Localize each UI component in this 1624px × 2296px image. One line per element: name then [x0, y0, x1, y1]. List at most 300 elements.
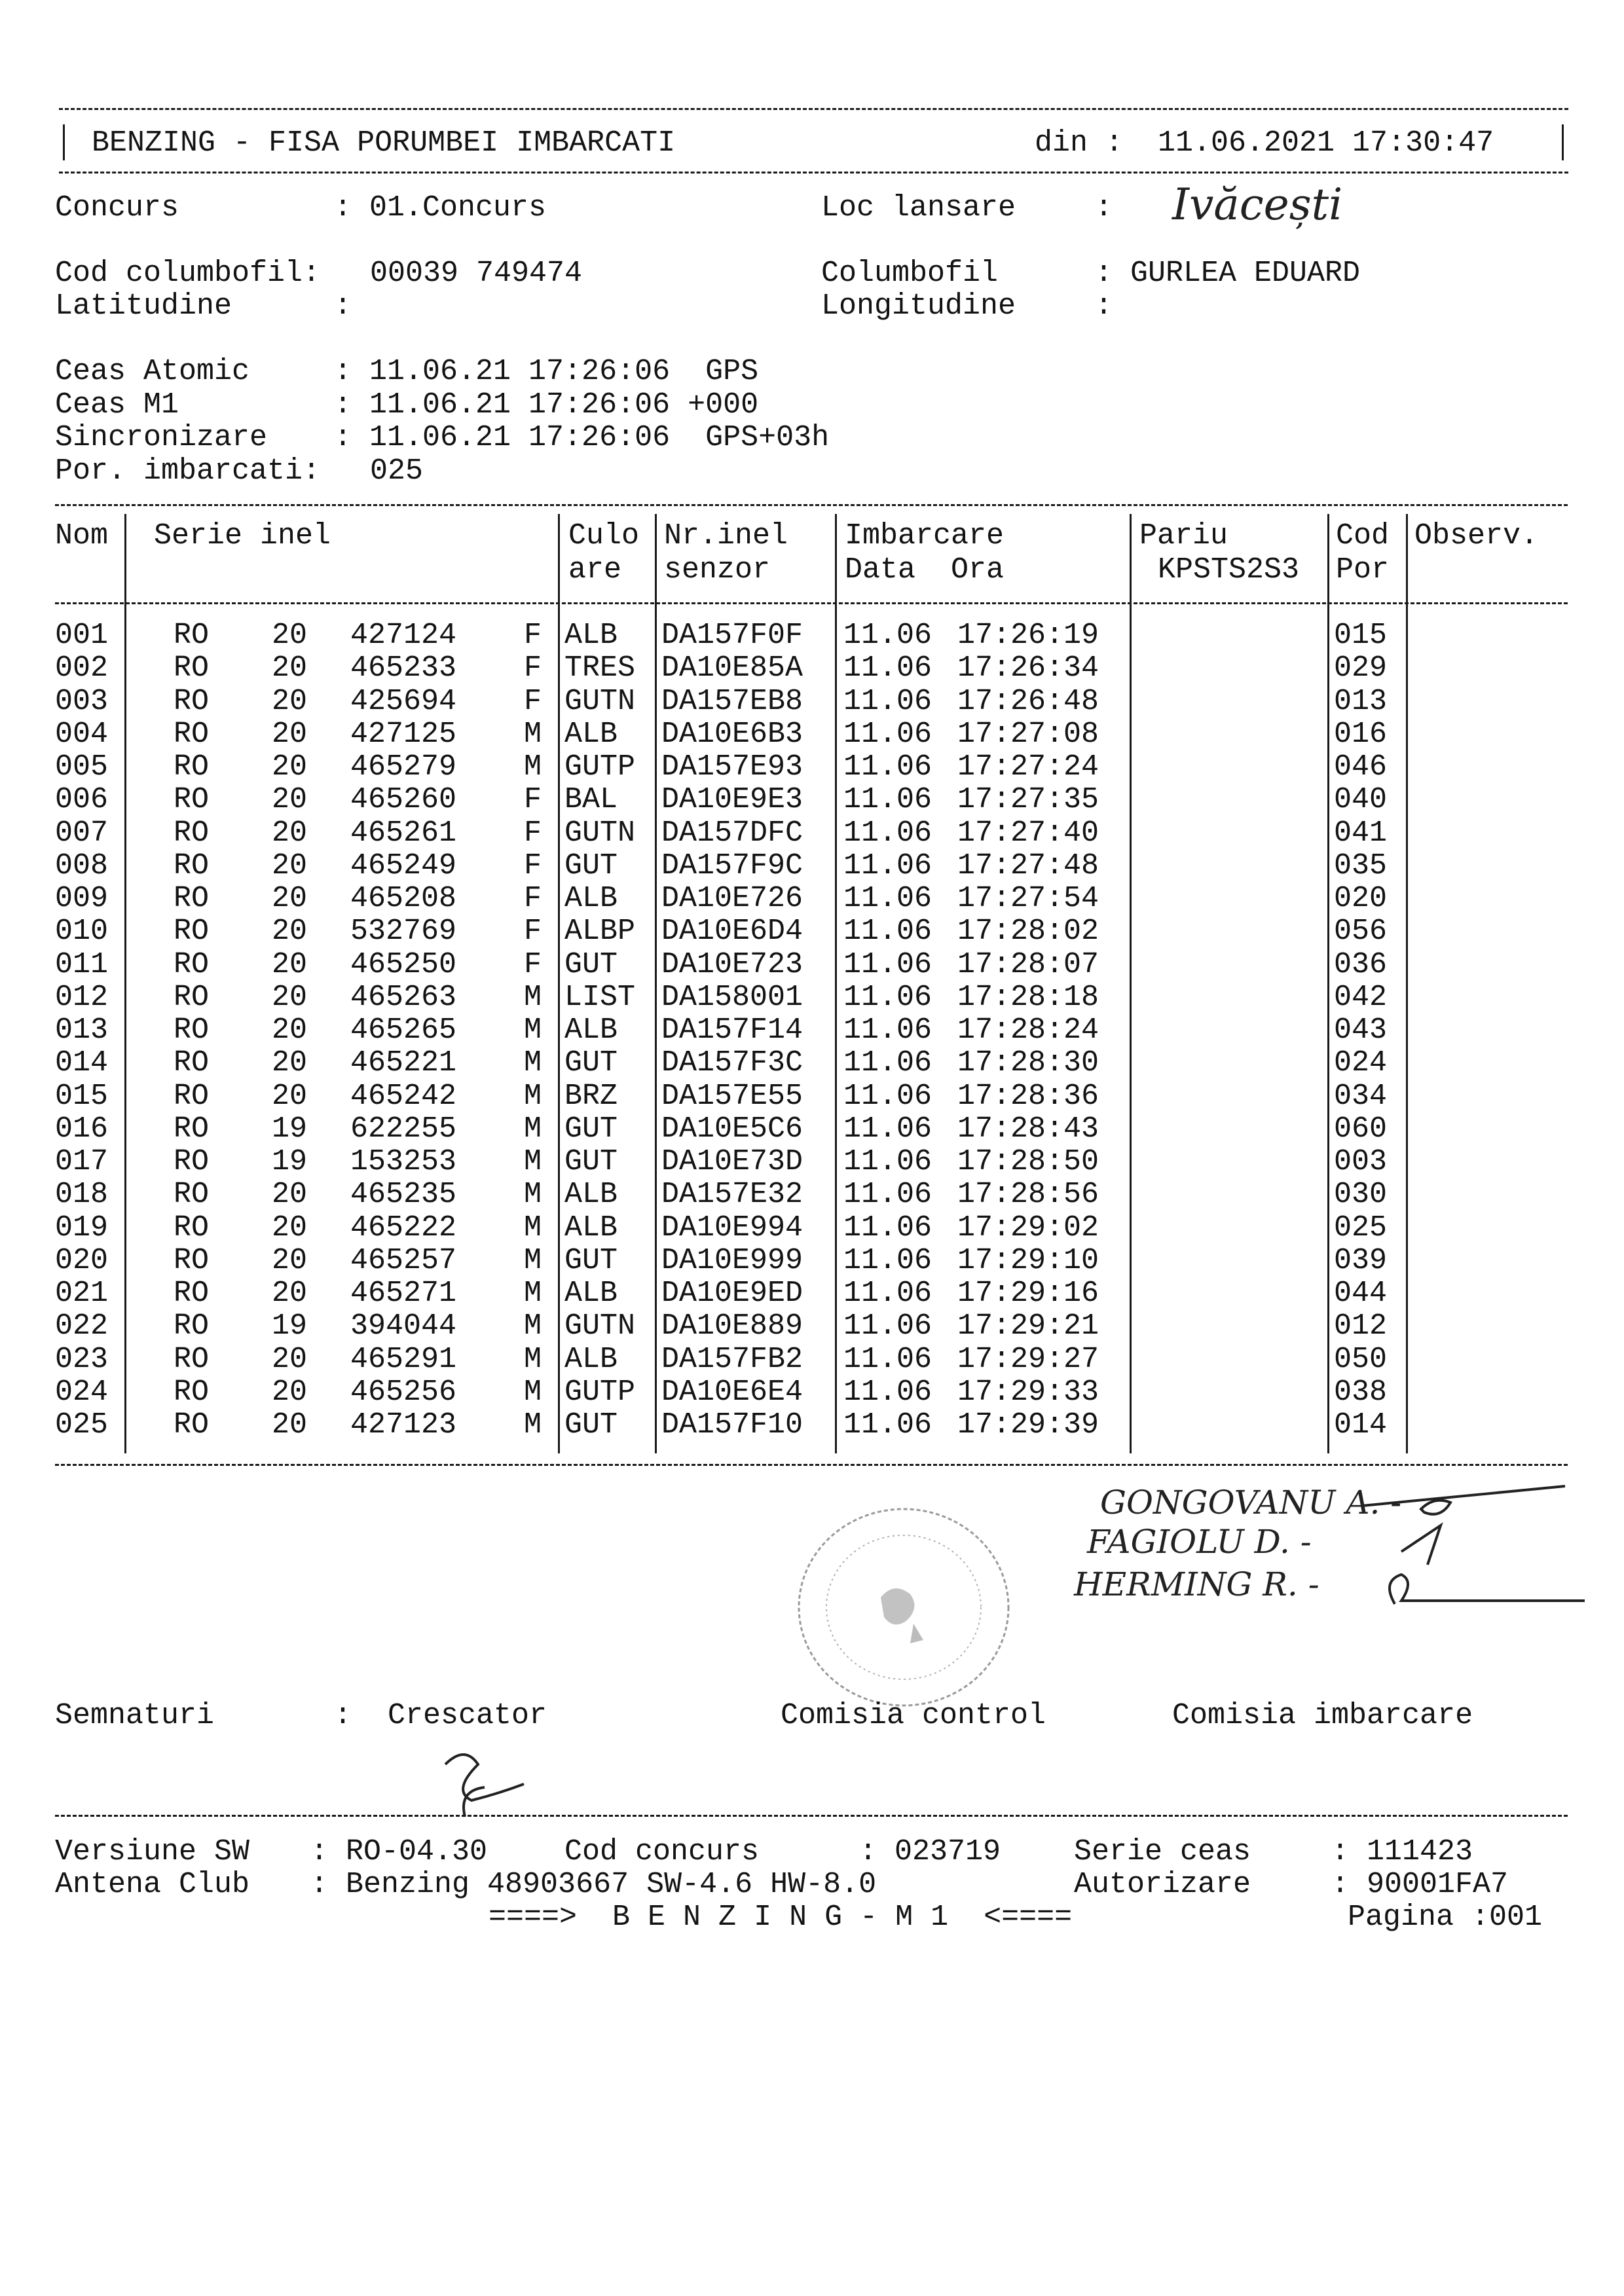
cell-nom: 025 — [55, 1408, 109, 1442]
cell-culoare: GUTN — [564, 1309, 636, 1343]
cell-tara: RO — [174, 717, 210, 751]
cell-senzor: DA10E999 — [661, 1243, 803, 1277]
cell-culoare: TRES — [564, 651, 636, 685]
cell-sex: M — [524, 1375, 542, 1409]
cell-senzor: DA157F0F — [661, 619, 803, 652]
cell-an: 20 — [272, 684, 308, 718]
cell-an: 20 — [272, 848, 308, 883]
autorizare-value: : 90001FA7 — [1331, 1868, 1509, 1901]
col-header-nrinel-1: Nr.inel — [664, 519, 788, 553]
cell-senzor: DA157F14 — [661, 1013, 803, 1047]
cell-senzor: DA157EB8 — [661, 684, 803, 718]
cell-sex: M — [524, 1243, 542, 1277]
cell-data: 11.06 — [843, 1211, 932, 1245]
round-stamp — [783, 1499, 1025, 1715]
cell-nom: 020 — [55, 1243, 109, 1277]
header-date-value: 11.06.2021 17:30:47 — [1158, 126, 1494, 160]
cell-ora: 17:28:50 — [957, 1145, 1099, 1178]
cell-cod-por: 016 — [1334, 717, 1388, 751]
cell-nr-inel: 465291 — [350, 1342, 457, 1376]
cell-culoare: ALB — [564, 1211, 618, 1245]
cell-sex: M — [524, 1046, 542, 1080]
cell-tara: RO — [174, 651, 210, 685]
cell-senzor: DA10E9ED — [661, 1277, 803, 1310]
cell-culoare: ALB — [564, 1342, 618, 1376]
cell-an: 20 — [272, 619, 308, 652]
commission-name-1: GONGOVANU A. - — [1100, 1484, 1402, 1522]
cell-senzor: DA157DFC — [661, 816, 803, 850]
cell-cod-por: 040 — [1334, 783, 1388, 817]
columbofil-label: Columbofil — [821, 257, 999, 290]
cell-sex: M — [524, 1145, 542, 1178]
serie-ceas-label: Serie ceas — [1074, 1835, 1251, 1868]
latitudine-label: Latitudine — [55, 289, 232, 323]
cell-ora: 17:28:30 — [957, 1046, 1099, 1080]
cell-nr-inel: 465257 — [350, 1243, 457, 1277]
cell-an: 20 — [272, 1013, 308, 1047]
cell-data: 11.06 — [843, 1309, 932, 1343]
cell-cod-por: 050 — [1334, 1342, 1388, 1376]
cell-sex: M — [524, 1013, 542, 1047]
concurs-label: Concurs — [55, 191, 179, 225]
cell-an: 20 — [272, 717, 308, 751]
cell-senzor: DA10E889 — [661, 1309, 803, 1343]
col-header-nrinel-2: senzor — [664, 553, 771, 587]
cell-tara: RO — [174, 1408, 210, 1442]
col-header-cod-1: Cod — [1336, 519, 1390, 553]
cell-culoare: GUT — [564, 848, 618, 883]
cell-data: 11.06 — [843, 1013, 932, 1047]
autorizare-label: Autorizare — [1074, 1868, 1251, 1901]
cell-culoare: BRZ — [564, 1079, 618, 1113]
cell-ora: 17:29:10 — [957, 1243, 1099, 1277]
cod-concurs-label: Cod concurs — [564, 1835, 760, 1868]
cell-data: 11.06 — [843, 619, 932, 652]
cell-senzor: DA157F10 — [661, 1408, 803, 1442]
table-top-rule — [55, 504, 1568, 506]
cell-cod-por: 039 — [1334, 1243, 1388, 1277]
latitudine-value: : — [334, 289, 352, 323]
cell-cod-por: 025 — [1334, 1211, 1388, 1245]
cell-cod-por: 046 — [1334, 750, 1388, 784]
cell-sex: M — [524, 1408, 542, 1442]
semnaturi-label: Semnaturi — [55, 1699, 215, 1732]
cell-senzor: DA10E85A — [661, 651, 803, 685]
col-header-pariu-1: Pariu — [1139, 519, 1228, 553]
cell-data: 11.06 — [843, 848, 932, 883]
cell-nr-inel: 153253 — [350, 1145, 457, 1178]
cell-tara: RO — [174, 1211, 210, 1245]
cell-nr-inel: 465221 — [350, 1046, 457, 1080]
cell-nr-inel: 465260 — [350, 783, 457, 817]
cell-data: 11.06 — [843, 1243, 932, 1277]
cell-tara: RO — [174, 1079, 210, 1113]
cod-columbofil-label: Cod columbofil: — [55, 257, 321, 290]
cell-ora: 17:27:08 — [957, 717, 1099, 751]
col-header-cod-2: Por — [1336, 553, 1390, 587]
cell-nom: 019 — [55, 1211, 109, 1245]
cell-an: 20 — [272, 816, 308, 850]
header-date-label: din : — [1035, 126, 1124, 160]
cell-cod-por: 036 — [1334, 947, 1388, 981]
cell-an: 20 — [272, 915, 308, 949]
cell-nr-inel: 425694 — [350, 684, 457, 718]
cell-data: 11.06 — [843, 1277, 932, 1310]
cell-nom: 024 — [55, 1375, 109, 1409]
cell-data: 11.06 — [843, 915, 932, 949]
cell-culoare: GUTP — [564, 750, 636, 784]
col-sep-nom — [124, 514, 126, 1453]
cell-ora: 17:27:48 — [957, 848, 1099, 883]
cell-cod-por: 003 — [1334, 1145, 1388, 1178]
cell-data: 11.06 — [843, 783, 932, 817]
cell-nom: 006 — [55, 783, 109, 817]
cell-senzor: DA10E994 — [661, 1211, 803, 1245]
cell-sex: F — [524, 619, 542, 652]
cell-senzor: DA157E55 — [661, 1079, 803, 1113]
por-imbarcati-value: 025 — [370, 454, 424, 488]
cell-cod-por: 020 — [1334, 882, 1388, 915]
col-sep-imbarcare — [1130, 514, 1132, 1453]
cell-cod-por: 012 — [1334, 1309, 1388, 1343]
cell-cod-por: 041 — [1334, 816, 1388, 850]
cell-an: 20 — [272, 882, 308, 915]
col-header-observ: Observ. — [1414, 519, 1539, 553]
cell-ora: 17:28:36 — [957, 1079, 1099, 1113]
cell-nr-inel: 427123 — [350, 1408, 457, 1442]
cell-nom: 002 — [55, 651, 109, 685]
cell-tara: RO — [174, 1013, 210, 1047]
cell-cod-por: 044 — [1334, 1277, 1388, 1310]
cell-sex: M — [524, 750, 542, 784]
cell-cod-por: 014 — [1334, 1408, 1388, 1442]
cell-ora: 17:28:24 — [957, 1013, 1099, 1047]
cell-tara: RO — [174, 1375, 210, 1409]
cell-nr-inel: 465222 — [350, 1211, 457, 1245]
cell-ora: 17:26:48 — [957, 684, 1099, 718]
cell-data: 11.06 — [843, 1145, 932, 1178]
cell-data: 11.06 — [843, 717, 932, 751]
cell-senzor: DA158001 — [661, 980, 803, 1014]
header-bottom-rule — [59, 172, 1568, 173]
col-sep-pariu — [1327, 514, 1329, 1453]
cell-tara: RO — [174, 1309, 210, 1343]
header-left-border — [63, 124, 65, 160]
cell-senzor: DA10E9E3 — [661, 783, 803, 817]
cell-culoare: GUT — [564, 947, 618, 981]
cell-senzor: DA157E32 — [661, 1178, 803, 1212]
cod-columbofil-value: 00039 749474 — [370, 257, 583, 290]
cod-concurs-value: : 023719 — [859, 1835, 1001, 1868]
ceas-atomic-value: : 11.06.21 17:26:06 GPS — [334, 355, 759, 388]
cell-nom: 022 — [55, 1309, 109, 1343]
cell-culoare: GUTN — [564, 816, 636, 850]
cell-nr-inel: 394044 — [350, 1309, 457, 1343]
cell-cod-por: 013 — [1334, 684, 1388, 718]
cell-senzor: DA157F9C — [661, 848, 803, 883]
cell-nom: 001 — [55, 619, 109, 652]
cell-sex: F — [524, 684, 542, 718]
cell-sex: F — [524, 947, 542, 981]
cell-culoare: ALB — [564, 717, 618, 751]
cell-ora: 17:29:02 — [957, 1211, 1099, 1245]
page-number: Pagina :001 — [1348, 1901, 1543, 1934]
versiune-sw-label: Versiune SW — [55, 1835, 250, 1868]
cell-cod-por: 043 — [1334, 1013, 1388, 1047]
cell-culoare: LIST — [564, 980, 636, 1014]
cell-tara: RO — [174, 1178, 210, 1212]
cell-tara: RO — [174, 619, 210, 652]
cell-sex: M — [524, 1277, 542, 1310]
cell-an: 20 — [272, 947, 308, 981]
cell-ora: 17:26:34 — [957, 651, 1099, 685]
cell-ora: 17:29:39 — [957, 1408, 1099, 1442]
cell-culoare: GUT — [564, 1243, 618, 1277]
cell-culoare: ALB — [564, 882, 618, 915]
cell-ora: 17:28:56 — [957, 1178, 1099, 1212]
col-header-culoare-2: are — [568, 553, 622, 587]
cell-nr-inel: 465249 — [350, 848, 457, 883]
ceas-atomic-label: Ceas Atomic — [55, 355, 250, 388]
sincronizare-label: Sincronizare — [55, 421, 268, 454]
cell-ora: 17:26:19 — [957, 619, 1099, 652]
cell-tara: RO — [174, 1342, 210, 1376]
cell-an: 20 — [272, 1046, 308, 1080]
cell-sex: F — [524, 848, 542, 883]
cell-data: 11.06 — [843, 882, 932, 915]
cell-nom: 005 — [55, 750, 109, 784]
cell-tara: RO — [174, 684, 210, 718]
cell-data: 11.06 — [843, 651, 932, 685]
cell-an: 20 — [272, 1277, 308, 1310]
comisia-control-label: Comisia control — [781, 1699, 1046, 1732]
cell-nom: 021 — [55, 1277, 109, 1310]
crescator-signature-icon — [419, 1745, 563, 1830]
cell-ora: 17:28:02 — [957, 915, 1099, 949]
cell-nom: 008 — [55, 848, 109, 883]
longitudine-value: : — [1095, 289, 1113, 323]
versiune-sw-value: : RO-04.30 — [310, 1835, 488, 1868]
cell-nr-inel: 465235 — [350, 1178, 457, 1212]
cell-nom: 007 — [55, 816, 109, 850]
cell-culoare: ALB — [564, 619, 618, 652]
cell-cod-por: 015 — [1334, 619, 1388, 652]
cell-nr-inel: 427125 — [350, 717, 457, 751]
cell-ora: 17:28:18 — [957, 980, 1099, 1014]
col-sep-nrinel — [835, 514, 837, 1453]
serie-ceas-value: : 111423 — [1331, 1835, 1473, 1868]
cell-nom: 015 — [55, 1079, 109, 1113]
loc-lansare-handwritten: Ivăcești — [1172, 179, 1343, 230]
cell-nr-inel: 427124 — [350, 619, 457, 652]
col-header-nom: Nom — [55, 519, 109, 553]
benzing-banner: ====> B E N Z I N G - M 1 <==== — [489, 1901, 1073, 1934]
comisia-imbarcare-label: Comisia imbarcare — [1172, 1699, 1473, 1732]
cell-sex: M — [524, 717, 542, 751]
col-header-imbarcare-1: Imbarcare — [845, 519, 1005, 553]
semnaturi-colon: : — [334, 1699, 352, 1732]
cell-nom: 003 — [55, 684, 109, 718]
cell-nom: 017 — [55, 1145, 109, 1178]
cell-sex: M — [524, 1178, 542, 1212]
cell-data: 11.06 — [843, 816, 932, 850]
header-right-border — [1562, 124, 1564, 160]
table-header-rule — [55, 602, 1568, 604]
cell-senzor: DA157E93 — [661, 750, 803, 784]
cell-an: 20 — [272, 750, 308, 784]
concurs-value: : 01.Concurs — [334, 191, 547, 225]
cell-culoare: GUTP — [564, 1375, 636, 1409]
cell-data: 11.06 — [843, 1178, 932, 1212]
cell-culoare: GUT — [564, 1112, 618, 1146]
col-header-serie-inel: Serie inel — [154, 519, 331, 553]
cell-tara: RO — [174, 1046, 210, 1080]
cell-sex: F — [524, 816, 542, 850]
cell-senzor: DA10E6E4 — [661, 1375, 803, 1409]
cell-data: 11.06 — [843, 1342, 932, 1376]
cell-data: 11.06 — [843, 1408, 932, 1442]
cell-culoare: GUT — [564, 1046, 618, 1080]
cell-data: 11.06 — [843, 684, 932, 718]
cell-sex: M — [524, 1342, 542, 1376]
cell-an: 19 — [272, 1145, 308, 1178]
cell-culoare: GUT — [564, 1145, 618, 1178]
cell-sex: M — [524, 1309, 542, 1343]
cell-culoare: GUT — [564, 1408, 618, 1442]
cell-senzor: DA157F3C — [661, 1046, 803, 1080]
cell-nr-inel: 532769 — [350, 915, 457, 949]
cell-senzor: DA157FB2 — [661, 1342, 803, 1376]
cell-nom: 010 — [55, 915, 109, 949]
cell-nom: 018 — [55, 1178, 109, 1212]
cell-tara: RO — [174, 750, 210, 784]
cell-senzor: DA10E5C6 — [661, 1112, 803, 1146]
header-top-rule — [59, 108, 1568, 110]
cell-nr-inel: 465271 — [350, 1277, 457, 1310]
antena-club-label: Antena Club — [55, 1868, 250, 1901]
cell-nr-inel: 465256 — [350, 1375, 457, 1409]
cell-nom: 011 — [55, 947, 109, 981]
cell-ora: 17:27:40 — [957, 816, 1099, 850]
cell-tara: RO — [174, 980, 210, 1014]
por-imbarcati-label: Por. imbarcati: — [55, 454, 321, 488]
col-header-culoare-1: Culo — [568, 519, 640, 553]
cell-senzor: DA10E73D — [661, 1145, 803, 1178]
cell-an: 20 — [272, 651, 308, 685]
cell-cod-por: 060 — [1334, 1112, 1388, 1146]
col-sep-culoare — [655, 514, 657, 1453]
cell-cod-por: 035 — [1334, 848, 1388, 883]
cell-culoare: BAL — [564, 783, 618, 817]
cell-cod-por: 029 — [1334, 651, 1388, 685]
cell-cod-por: 030 — [1334, 1178, 1388, 1212]
cell-an: 20 — [272, 1408, 308, 1442]
cell-an: 20 — [272, 980, 308, 1014]
cell-data: 11.06 — [843, 1046, 932, 1080]
col-sep-cod — [1406, 514, 1408, 1453]
footer-top-rule — [55, 1815, 1568, 1817]
cell-an: 19 — [272, 1309, 308, 1343]
cell-culoare: ALBP — [564, 915, 636, 949]
cell-ora: 17:28:43 — [957, 1112, 1099, 1146]
cell-ora: 17:27:54 — [957, 882, 1099, 915]
cell-nom: 013 — [55, 1013, 109, 1047]
cell-nr-inel: 465233 — [350, 651, 457, 685]
cell-senzor: DA10E6D4 — [661, 915, 803, 949]
longitudine-label: Longitudine — [821, 289, 1016, 323]
sincronizare-value: : 11.06.21 17:26:06 GPS+03h — [334, 421, 830, 454]
cell-senzor: DA10E6B3 — [661, 717, 803, 751]
cell-cod-por: 056 — [1334, 915, 1388, 949]
cell-ora: 17:29:16 — [957, 1277, 1099, 1310]
cell-culoare: GUTN — [564, 684, 636, 718]
cell-data: 11.06 — [843, 1112, 932, 1146]
cell-culoare: ALB — [564, 1178, 618, 1212]
cell-cod-por: 038 — [1334, 1375, 1388, 1409]
cell-tara: RO — [174, 947, 210, 981]
ceas-m1-label: Ceas M1 — [55, 388, 179, 422]
cell-culoare: ALB — [564, 1013, 618, 1047]
cell-tara: RO — [174, 783, 210, 817]
cell-an: 20 — [272, 1079, 308, 1113]
ceas-m1-value: : 11.06.21 17:26:06 +000 — [334, 388, 759, 422]
col-header-imbarcare-2: Data Ora — [845, 553, 1005, 587]
cell-tara: RO — [174, 1112, 210, 1146]
cell-tara: RO — [174, 882, 210, 915]
cell-senzor: DA10E726 — [661, 882, 803, 915]
cell-sex: M — [524, 1211, 542, 1245]
cell-culoare: ALB — [564, 1277, 618, 1310]
cell-sex: M — [524, 1112, 542, 1146]
cell-sex: F — [524, 882, 542, 915]
cell-ora: 17:28:07 — [957, 947, 1099, 981]
antena-club-value: : Benzing 48903667 SW-4.6 HW-8.0 — [310, 1868, 877, 1901]
cell-cod-por: 034 — [1334, 1079, 1388, 1113]
crescator-label: Crescator — [388, 1699, 547, 1732]
cell-nom: 023 — [55, 1342, 109, 1376]
cell-cod-por: 024 — [1334, 1046, 1388, 1080]
cell-tara: RO — [174, 1145, 210, 1178]
cell-ora: 17:29:21 — [957, 1309, 1099, 1343]
cell-ora: 17:27:35 — [957, 783, 1099, 817]
col-sep-serie — [558, 514, 560, 1453]
cell-tara: RO — [174, 1243, 210, 1277]
cell-nom: 012 — [55, 980, 109, 1014]
cell-tara: RO — [174, 816, 210, 850]
cell-an: 20 — [272, 1375, 308, 1409]
cell-an: 20 — [272, 1178, 308, 1212]
cell-nom: 014 — [55, 1046, 109, 1080]
cell-data: 11.06 — [843, 980, 932, 1014]
commission-name-3: HERMING R. - — [1074, 1565, 1320, 1603]
cell-nr-inel: 465265 — [350, 1013, 457, 1047]
loc-lansare-colon: : — [1095, 191, 1113, 225]
cell-ora: 17:27:24 — [957, 750, 1099, 784]
cell-nr-inel: 465250 — [350, 947, 457, 981]
cell-sex: F — [524, 915, 542, 949]
cell-ora: 17:29:27 — [957, 1342, 1099, 1376]
cell-nom: 016 — [55, 1112, 109, 1146]
cell-data: 11.06 — [843, 1375, 932, 1409]
cell-an: 20 — [272, 1342, 308, 1376]
cell-tara: RO — [174, 1277, 210, 1310]
loc-lansare-label: Loc lansare — [821, 191, 1016, 225]
cell-nr-inel: 465208 — [350, 882, 457, 915]
cell-tara: RO — [174, 915, 210, 949]
columbofil-value: : GURLEA EDUARD — [1095, 257, 1361, 290]
cell-sex: F — [524, 651, 542, 685]
cell-ora: 17:29:33 — [957, 1375, 1099, 1409]
